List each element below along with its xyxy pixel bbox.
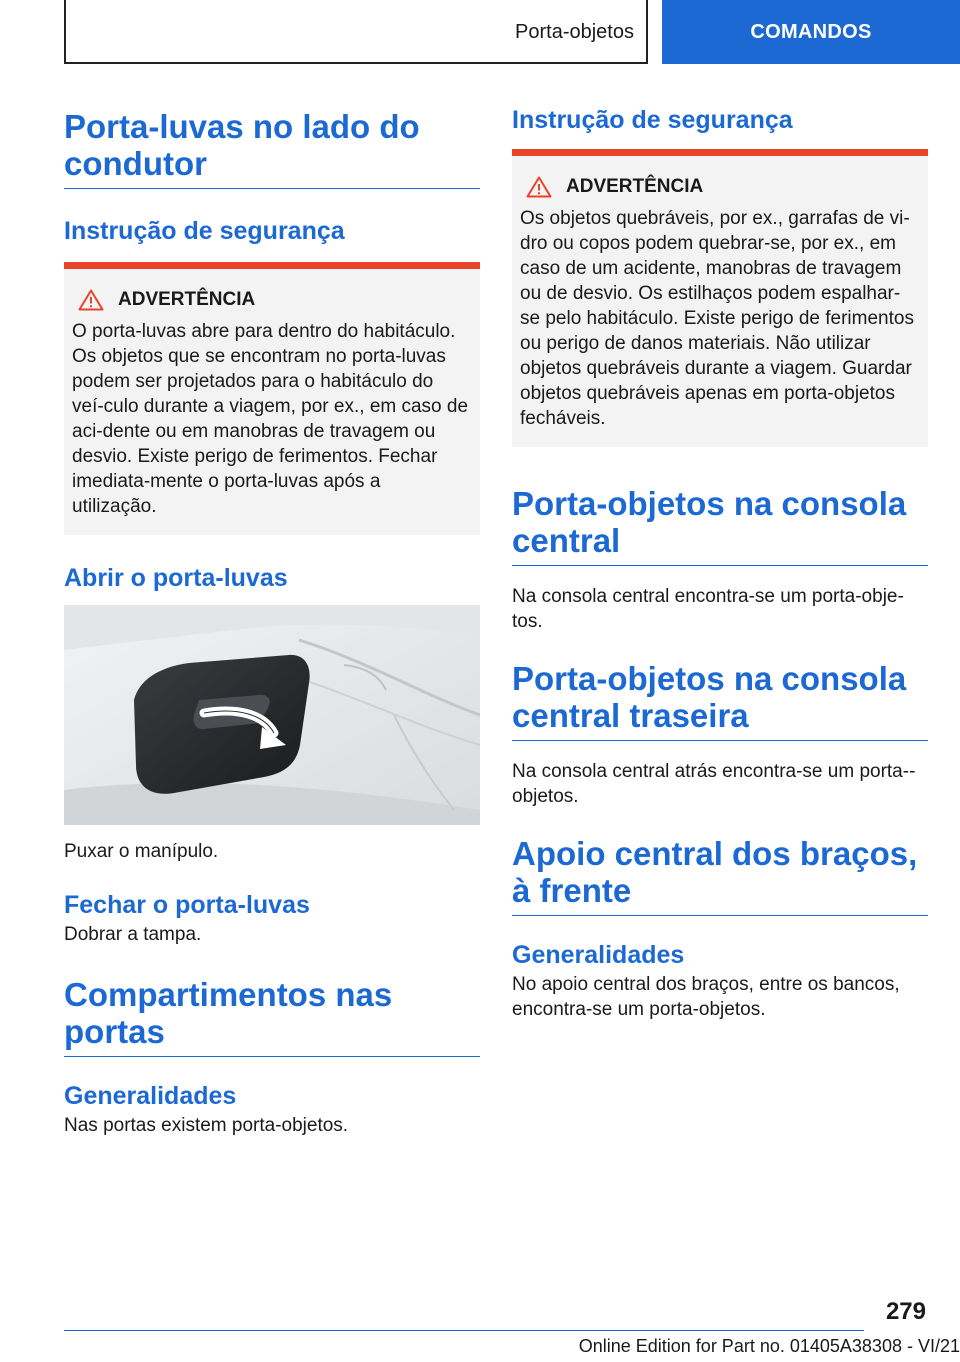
right-column	[512, 100, 928, 1022]
page-number: 279	[885, 1298, 926, 1325]
warning-label: ADVERTÊNCIA	[118, 289, 256, 310]
warning-box-right	[512, 149, 928, 447]
warning-triangle-icon	[78, 289, 104, 311]
footer-edition: Online Edition for Part no. 01405A38308 - VI/21	[578, 1336, 960, 1356]
general-text-left: Nas portas existem porta-objetos.	[64, 1115, 349, 1136]
heading-close-glovebox: Fechar o porta-luvas	[64, 891, 310, 919]
general-text-right: No apoio central dos braços, entre os bancos, encontra-se um porta-objetos.	[512, 974, 900, 1020]
heading-rear-center-console: Porta-objetos na consola central traseira	[512, 660, 928, 741]
glovebox-illustration	[64, 605, 480, 825]
left-column	[64, 100, 480, 1138]
header-section-title: Porta-objetos	[515, 21, 634, 43]
open-glovebox-text: Puxar o manípulo.	[64, 841, 219, 862]
heading-safety-left: Instrução de segurança	[64, 217, 345, 245]
heading-door-compartments: Compartimentos nas portas	[64, 976, 480, 1057]
footer-divider	[64, 1330, 864, 1331]
heading-center-console: Porta-objetos na consola central	[512, 485, 928, 566]
glovebox-handle-illustration	[64, 605, 480, 825]
header-chapter-tab: COMANDOS	[662, 0, 960, 64]
warning-label: ADVERTÊNCIA	[566, 176, 704, 197]
heading-open-glovebox: Abrir o porta-luvas	[64, 564, 288, 592]
heading-general-right: Generalidades	[512, 941, 685, 969]
warning-box-left	[64, 262, 480, 535]
warning-text-left: O porta-luvas abre para dentro do habitáculo. Os objetos que se encontram no porta-luvas podem ser projetados para o habitáculo do veí-culo durante a viagem, por ex., em caso de aci-dente ou em manobras de travagem ou desvio. Existe perigo de ferimentos. Fechar imediata-mente o porta-luvas após a utilização.	[72, 321, 469, 517]
center-console-text: Na consola central encontra-se um porta-obje-tos.	[512, 586, 904, 632]
heading-safety-right: Instrução de segurança	[512, 106, 793, 134]
heading-glovebox-driver: Porta-luvas no lado do condutor	[64, 108, 480, 189]
heading-front-armrest: Apoio central dos braços, à frente	[512, 835, 928, 916]
header-section-box	[64, 0, 648, 64]
close-glovebox-text: Dobrar a tampa.	[64, 924, 202, 945]
heading-general-left: Generalidades	[64, 1082, 237, 1110]
rear-console-text: Na consola central atrás encontra-se um porta--objetos.	[512, 761, 916, 807]
warning-text-right: Os objetos quebráveis, por ex., garrafas de vi-dro ou copos podem quebrar-se, por ex., em caso de um acidente, manobras de travagem ou de desvio. Os estilhaços podem espalhar-se pelo habitáculo. Existe perigo de ferimentos ou perigo de danos materiais. Não utilizar objetos quebráveis durante a viagem. Guardar objetos quebráveis apenas em porta-objetos fecháveis.	[520, 208, 914, 429]
warning-triangle-icon	[526, 176, 552, 198]
